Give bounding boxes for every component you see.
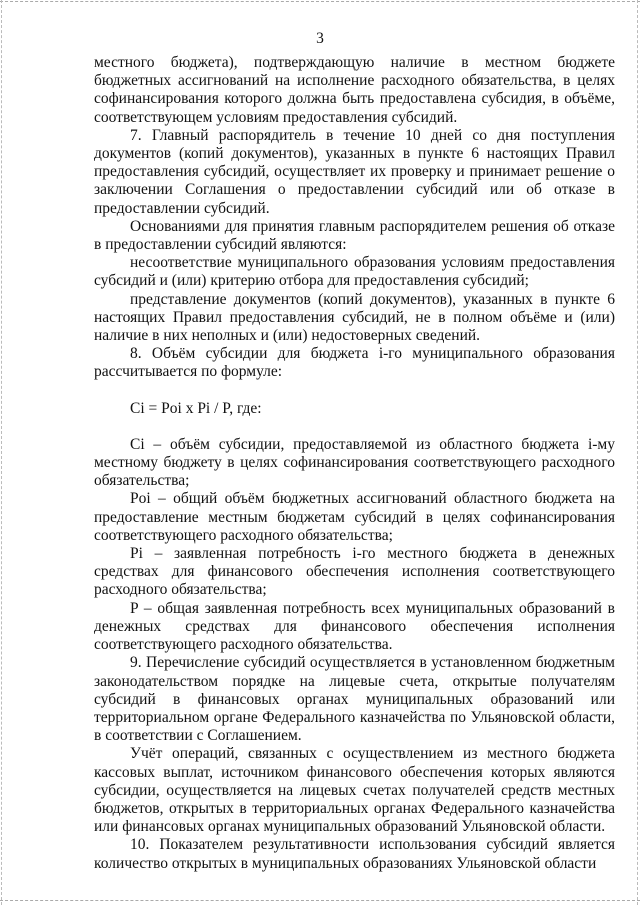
paragraph: Pi – заявленная потребность i-го местного бюджета в денежных средствах для финансового обеспечения исполнения соответствующего расходного обязательства; <box>94 545 615 599</box>
scan-edge-bottom <box>0 900 640 901</box>
scan-edge-right <box>637 0 638 905</box>
paragraph: 10. Показателем результативности использования субсидий является количество открытых в муниципальных образованиях Ульяновской области <box>94 836 615 872</box>
paragraph: 7. Главный распорядитель в течение 10 дней со дня поступления документов (копий документов), указанных в пункте 6 настоящих Правил предоставления субсидий, осуществляет их проверку и принимает решение о заключении Соглашения о предоставлении субсидий или об отказе в предоставлении субсидий. <box>94 126 615 217</box>
scan-edge-left <box>1 0 2 905</box>
paragraph: представление документов (копий документов), указанных в пункте 6 настоящих Правил предоставления субсидий, не в полном объёме и (или) наличие в них неполных и (или) недостоверных сведений. <box>94 290 615 345</box>
paragraph: 8. Объём субсидии для бюджета i-го муниципального образования рассчитывается по формуле: <box>94 345 615 381</box>
document-body <box>94 54 615 873</box>
page-number: 3 <box>316 30 324 47</box>
paragraph: Poi – общий объём бюджетных ассигнований областного бюджета на предоставление местным бюджетам субсидий в целях софинансирования соответствующего расходного обязательства; <box>94 490 615 544</box>
paragraph: 9. Перечисление субсидий осуществляется в установленном бюджетным законодательством порядке на лицевые счета, открытые получателям субсидий в финансовых органах муниципальных образований или территориальном органе Федерального казначейства по Ульяновской области, в соответствии с Соглашением. <box>94 654 615 745</box>
scan-edge-top <box>0 1 640 2</box>
paragraph: Учёт операций, связанных с осуществлением из местного бюджета кассовых выплат, источником финансового обеспечения которых являются субсидии, осуществляется на лицевых счетах получателей средств местных бюджетов, открытых в территориальных органах Федерального казначейства или финансовых органах муниципальных образований Ульяновской области. <box>94 745 615 836</box>
paragraph: местного бюджета), подтверждающую наличие в местном бюджете бюджетных ассигнований на исполнение расходного обязательства, в целях софинансирования которого должна быть предоставлена субсидия, в объёме, соответствующем условиям предоставления субсидий. <box>94 54 615 126</box>
paragraph: Основаниями для принятия главным распорядителем решения об отказе в предоставлении субсидий являются: <box>94 217 615 254</box>
paragraph: несоответствие муниципального образования условиям предоставления субсидий и (или) критерию отбора для предоставления субсидий; <box>94 254 615 290</box>
paragraph: Ci – объём субсидии, предоставляемой из областного бюджета i-му местному бюджету в целях софинансирования соответствующего расходного обязательства; <box>94 435 615 490</box>
formula: Ci = Poi x Pi / P, где: <box>130 399 262 417</box>
paragraph: P – общая заявленная потребность всех муниципальных образований в денежных средствах для финансового обеспечения исполнения соответствующего расходного обязательства. <box>94 599 615 654</box>
